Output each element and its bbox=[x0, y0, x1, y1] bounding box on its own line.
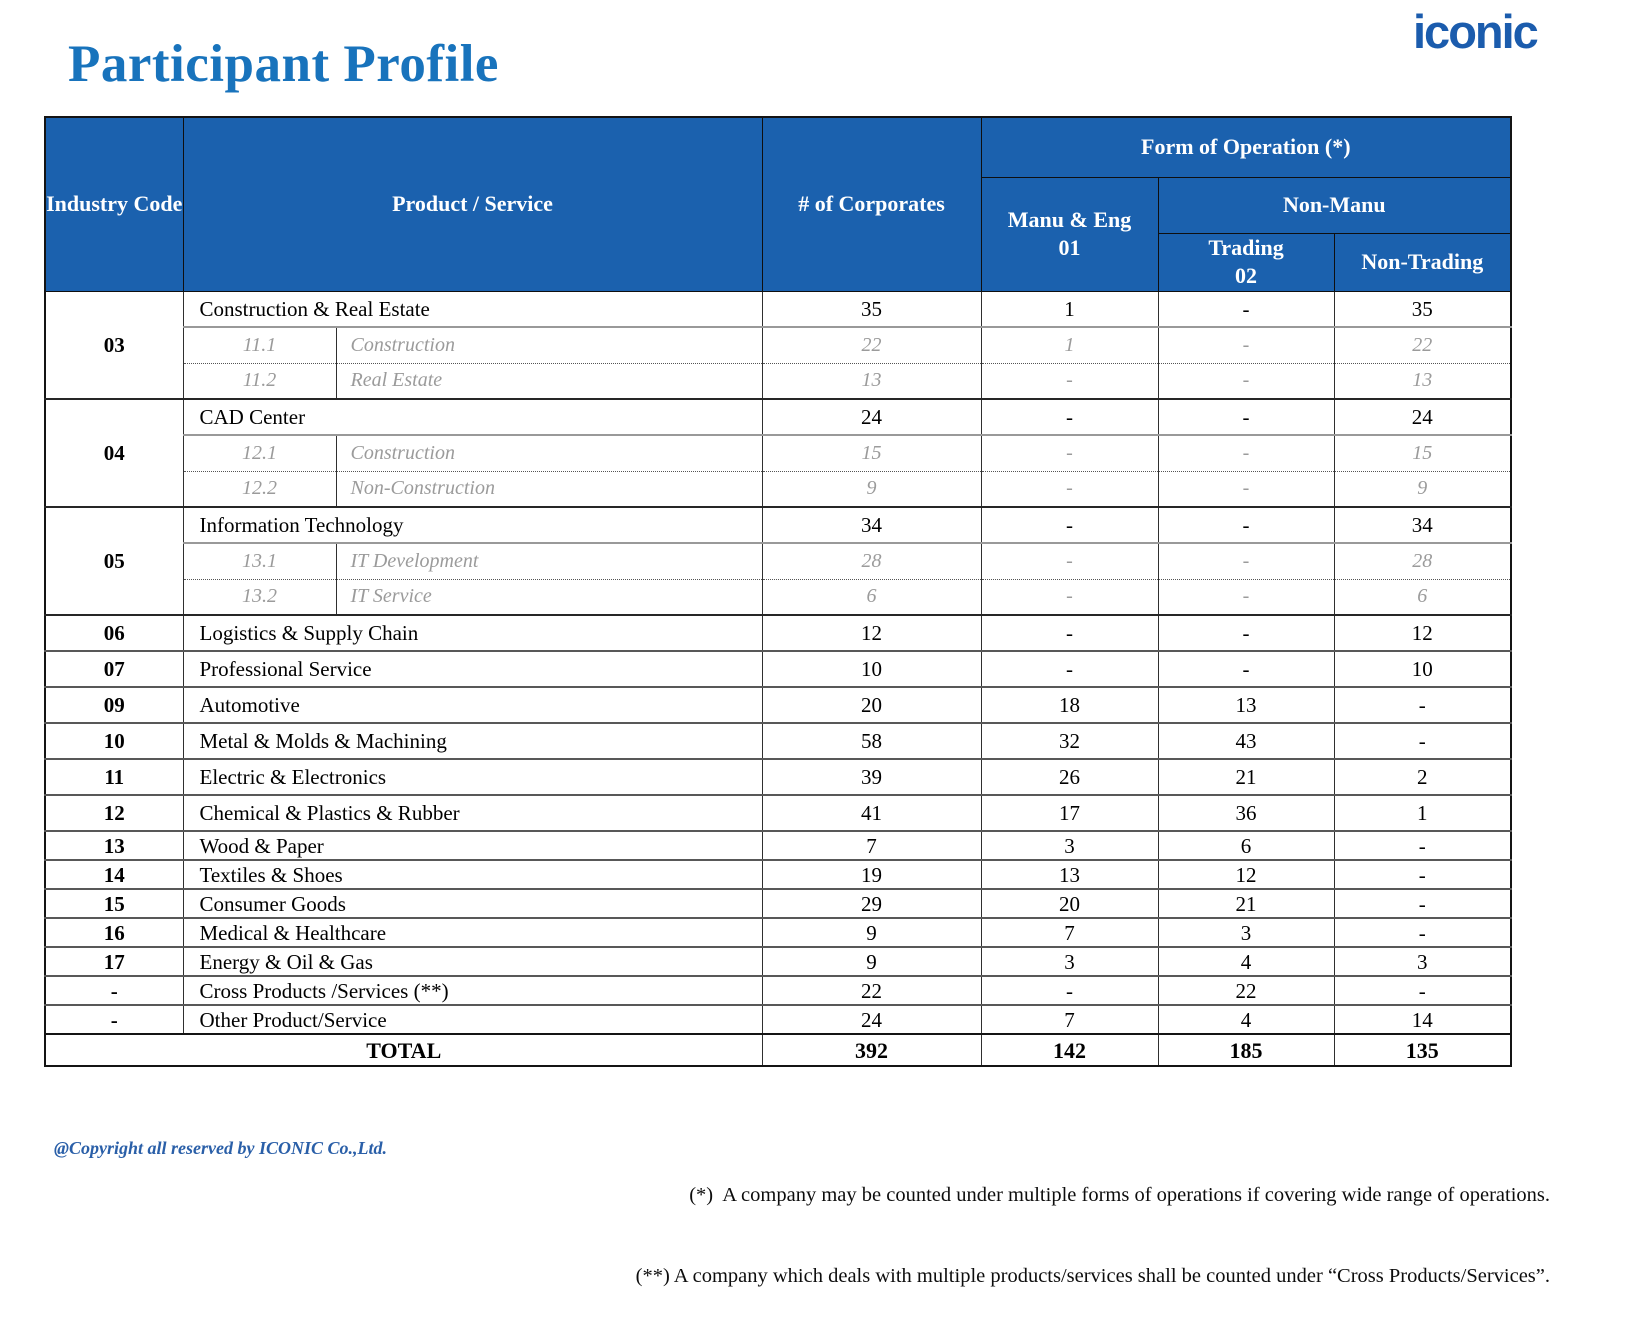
sub-trading-cell: - bbox=[1158, 435, 1334, 471]
table-row bbox=[45, 651, 1511, 687]
industry-code-cell: 03 bbox=[45, 291, 183, 399]
product-name-cell: Cross Products /Services (**) bbox=[183, 976, 762, 1005]
industry-code-cell: 12 bbox=[45, 795, 183, 831]
non-trading-cell: 14 bbox=[1334, 1005, 1511, 1034]
table-header bbox=[45, 117, 1511, 291]
product-name-cell: Information Technology bbox=[183, 507, 762, 543]
product-name-cell: Metal & Molds & Machining bbox=[183, 723, 762, 759]
sub-corporates-cell: 22 bbox=[762, 327, 981, 363]
trading-cell: 22 bbox=[1158, 976, 1334, 1005]
sub-manu-eng-cell: - bbox=[981, 543, 1158, 579]
trading-cell: - bbox=[1158, 507, 1334, 543]
sub-non-trading-cell: 6 bbox=[1334, 579, 1511, 615]
sub-manu-eng-cell: 1 bbox=[981, 327, 1158, 363]
product-name-cell: Construction & Real Estate bbox=[183, 291, 762, 327]
manu-eng-cell: 26 bbox=[981, 759, 1158, 795]
sub-non-trading-cell: 28 bbox=[1334, 543, 1511, 579]
product-name-cell: Logistics & Supply Chain bbox=[183, 615, 762, 651]
industry-code-cell: 06 bbox=[45, 615, 183, 651]
manu-eng-cell: 7 bbox=[981, 918, 1158, 947]
product-name-cell: Medical & Healthcare bbox=[183, 918, 762, 947]
sub-non-trading-cell: 15 bbox=[1334, 435, 1511, 471]
non-trading-cell: 35 bbox=[1334, 291, 1511, 327]
table-row bbox=[45, 507, 1511, 543]
sub-name-cell: Real Estate bbox=[336, 363, 762, 399]
col-header-corporates: # of Corporates bbox=[762, 117, 981, 291]
sub-name-cell: Non-Construction bbox=[336, 471, 762, 507]
product-name-cell: Chemical & Plastics & Rubber bbox=[183, 795, 762, 831]
sub-manu-eng-cell: - bbox=[981, 471, 1158, 507]
trading-cell: 36 bbox=[1158, 795, 1334, 831]
product-name-cell: Textiles & Shoes bbox=[183, 860, 762, 889]
corporates-cell: 9 bbox=[762, 947, 981, 976]
table-row bbox=[45, 723, 1511, 759]
industry-code-cell: 13 bbox=[45, 831, 183, 860]
trading-cell: - bbox=[1158, 291, 1334, 327]
corporates-cell: 24 bbox=[762, 399, 981, 435]
col-header-trading bbox=[1158, 233, 1334, 291]
sub-corporates-cell: 9 bbox=[762, 471, 981, 507]
table-row bbox=[45, 918, 1511, 947]
corporates-cell: 22 bbox=[762, 976, 981, 1005]
trading-cell: 21 bbox=[1158, 889, 1334, 918]
manu-eng-cell: 1 bbox=[981, 291, 1158, 327]
total-trading-cell: 185 bbox=[1158, 1034, 1334, 1066]
manu-eng-cell: 18 bbox=[981, 687, 1158, 723]
non-trading-cell: - bbox=[1334, 976, 1511, 1005]
table-sub-row bbox=[45, 543, 1511, 579]
page-title: Participant Profile bbox=[68, 35, 499, 93]
sub-manu-eng-cell: - bbox=[981, 363, 1158, 399]
table-sub-row bbox=[45, 579, 1511, 615]
product-name-cell: CAD Center bbox=[183, 399, 762, 435]
non-trading-cell: - bbox=[1334, 860, 1511, 889]
non-trading-cell: 24 bbox=[1334, 399, 1511, 435]
manu-eng-cell: 3 bbox=[981, 947, 1158, 976]
manu-eng-cell: - bbox=[981, 507, 1158, 543]
sub-corporates-cell: 15 bbox=[762, 435, 981, 471]
corporates-cell: 19 bbox=[762, 860, 981, 889]
non-trading-cell: - bbox=[1334, 831, 1511, 860]
trading-cell: 13 bbox=[1158, 687, 1334, 723]
corporates-cell: 7 bbox=[762, 831, 981, 860]
col-header-manu-eng bbox=[981, 177, 1158, 291]
sub-manu-eng-cell: - bbox=[981, 579, 1158, 615]
total-non-trading-cell: 135 bbox=[1334, 1034, 1511, 1066]
manu-eng-cell: - bbox=[981, 399, 1158, 435]
manu-eng-cell: 13 bbox=[981, 860, 1158, 889]
footnote-double-asterisk: (**) A company which deals with multiple products/services shall be counted under “Cross Products/Services”. bbox=[635, 1265, 1550, 1287]
col-header-industry-code: Industry Code bbox=[45, 117, 183, 291]
table-row bbox=[45, 860, 1511, 889]
sub-non-trading-cell: 22 bbox=[1334, 327, 1511, 363]
corporates-cell: 39 bbox=[762, 759, 981, 795]
table-row bbox=[45, 615, 1511, 651]
table-sub-row bbox=[45, 471, 1511, 507]
product-name-cell: Consumer Goods bbox=[183, 889, 762, 918]
trading-cell: 6 bbox=[1158, 831, 1334, 860]
sub-corporates-cell: 6 bbox=[762, 579, 981, 615]
sub-trading-cell: - bbox=[1158, 363, 1334, 399]
manu-eng-label: Manu & Eng bbox=[1007, 206, 1132, 232]
non-trading-cell: - bbox=[1334, 687, 1511, 723]
trading-cell: - bbox=[1158, 399, 1334, 435]
corporates-cell: 58 bbox=[762, 723, 981, 759]
sub-corporates-cell: 13 bbox=[762, 363, 981, 399]
industry-code-cell: 17 bbox=[45, 947, 183, 976]
manu-eng-cell: 3 bbox=[981, 831, 1158, 860]
table-row bbox=[45, 831, 1511, 860]
industry-code-cell: 09 bbox=[45, 687, 183, 723]
footnote-asterisk: (*) A company may be counted under multiple forms of operations if covering wide range of operations. bbox=[689, 1184, 1550, 1206]
table-row bbox=[45, 1005, 1511, 1034]
non-trading-cell: 1 bbox=[1334, 795, 1511, 831]
corporates-cell: 12 bbox=[762, 615, 981, 651]
trading-cell: 3 bbox=[1158, 918, 1334, 947]
table-sub-row bbox=[45, 327, 1511, 363]
non-trading-cell: - bbox=[1334, 918, 1511, 947]
col-header-form-of-operation: Form of Operation (*) bbox=[981, 117, 1511, 177]
participant-profile-table bbox=[44, 116, 1512, 1067]
non-trading-cell: 2 bbox=[1334, 759, 1511, 795]
header-row-1 bbox=[45, 117, 1511, 177]
trading-label: Trading bbox=[1208, 234, 1284, 260]
product-name-cell: Other Product/Service bbox=[183, 1005, 762, 1034]
industry-code-cell: 14 bbox=[45, 860, 183, 889]
trading-cell: 43 bbox=[1158, 723, 1334, 759]
product-name-cell: Professional Service bbox=[183, 651, 762, 687]
sub-non-trading-cell: 9 bbox=[1334, 471, 1511, 507]
industry-code-cell: - bbox=[45, 976, 183, 1005]
total-corporates-cell: 392 bbox=[762, 1034, 981, 1066]
non-trading-cell: 3 bbox=[1334, 947, 1511, 976]
sub-manu-eng-cell: - bbox=[981, 435, 1158, 471]
corporates-cell: 20 bbox=[762, 687, 981, 723]
sub-code-cell: 12.1 bbox=[183, 435, 336, 471]
col-header-non-manu: Non-Manu bbox=[1158, 177, 1511, 233]
industry-code-cell: 11 bbox=[45, 759, 183, 795]
non-trading-cell: - bbox=[1334, 889, 1511, 918]
corporates-cell: 35 bbox=[762, 291, 981, 327]
sub-trading-cell: - bbox=[1158, 327, 1334, 363]
col-header-product-service: Product / Service bbox=[183, 117, 762, 291]
manu-eng-cell: - bbox=[981, 651, 1158, 687]
sub-name-cell: IT Service bbox=[336, 579, 762, 615]
sub-code-cell: 11.2 bbox=[183, 363, 336, 399]
copyright-notice: @Copyright all reserved by ICONIC Co.,Ltd. bbox=[54, 1138, 387, 1158]
table-row bbox=[45, 889, 1511, 918]
manu-eng-cell: - bbox=[981, 976, 1158, 1005]
trading-cell: - bbox=[1158, 615, 1334, 651]
total-label-cell: TOTAL bbox=[45, 1034, 762, 1066]
sub-trading-cell: - bbox=[1158, 543, 1334, 579]
trading-cell: 4 bbox=[1158, 947, 1334, 976]
manu-eng-cell: 17 bbox=[981, 795, 1158, 831]
sub-code-cell: 13.1 bbox=[183, 543, 336, 579]
table-row bbox=[45, 399, 1511, 435]
non-trading-cell: - bbox=[1334, 723, 1511, 759]
sub-non-trading-cell: 13 bbox=[1334, 363, 1511, 399]
manu-eng-cell: 7 bbox=[981, 1005, 1158, 1034]
manu-eng-cell: 32 bbox=[981, 723, 1158, 759]
manu-eng-code: 01 bbox=[1058, 235, 1081, 261]
sub-name-cell: Construction bbox=[336, 327, 762, 363]
footnotes bbox=[636, 1128, 1550, 1317]
manu-eng-cell: 20 bbox=[981, 889, 1158, 918]
sub-code-cell: 11.1 bbox=[183, 327, 336, 363]
industry-code-cell: 10 bbox=[45, 723, 183, 759]
industry-code-cell: 07 bbox=[45, 651, 183, 687]
table-sub-row bbox=[45, 435, 1511, 471]
corporates-cell: 10 bbox=[762, 651, 981, 687]
industry-code-cell: 16 bbox=[45, 918, 183, 947]
total-manu-eng-cell: 142 bbox=[981, 1034, 1158, 1066]
corporates-cell: 9 bbox=[762, 918, 981, 947]
sub-corporates-cell: 28 bbox=[762, 543, 981, 579]
corporates-cell: 41 bbox=[762, 795, 981, 831]
product-name-cell: Automotive bbox=[183, 687, 762, 723]
product-name-cell: Wood & Paper bbox=[183, 831, 762, 860]
sub-name-cell: Construction bbox=[336, 435, 762, 471]
industry-code-cell: 04 bbox=[45, 399, 183, 507]
iconic-logo: iconic bbox=[1413, 5, 1537, 58]
col-header-non-trading: Non-Trading bbox=[1334, 233, 1511, 291]
trading-cell: 4 bbox=[1158, 1005, 1334, 1034]
table-row bbox=[45, 291, 1511, 327]
corporates-cell: 34 bbox=[762, 507, 981, 543]
non-trading-cell: 10 bbox=[1334, 651, 1511, 687]
manu-eng-cell: - bbox=[981, 615, 1158, 651]
corporates-cell: 29 bbox=[762, 889, 981, 918]
trading-cell: - bbox=[1158, 651, 1334, 687]
table-sub-row bbox=[45, 363, 1511, 399]
trading-code: 02 bbox=[1235, 263, 1258, 289]
total-row bbox=[45, 1034, 1511, 1066]
corporates-cell: 24 bbox=[762, 1005, 981, 1034]
non-trading-cell: 34 bbox=[1334, 507, 1511, 543]
table-row bbox=[45, 795, 1511, 831]
sub-trading-cell: - bbox=[1158, 579, 1334, 615]
trading-cell: 12 bbox=[1158, 860, 1334, 889]
product-name-cell: Energy & Oil & Gas bbox=[183, 947, 762, 976]
table-body bbox=[45, 291, 1511, 1066]
sub-code-cell: 12.2 bbox=[183, 471, 336, 507]
trading-cell: 21 bbox=[1158, 759, 1334, 795]
non-trading-cell: 12 bbox=[1334, 615, 1511, 651]
table-row bbox=[45, 687, 1511, 723]
industry-code-cell: 15 bbox=[45, 889, 183, 918]
industry-code-cell: - bbox=[45, 1005, 183, 1034]
sub-trading-cell: - bbox=[1158, 471, 1334, 507]
sub-code-cell: 13.2 bbox=[183, 579, 336, 615]
sub-name-cell: IT Development bbox=[336, 543, 762, 579]
table-row bbox=[45, 976, 1511, 1005]
table-row bbox=[45, 947, 1511, 976]
product-name-cell: Electric & Electronics bbox=[183, 759, 762, 795]
industry-code-cell: 05 bbox=[45, 507, 183, 615]
table-row bbox=[45, 759, 1511, 795]
